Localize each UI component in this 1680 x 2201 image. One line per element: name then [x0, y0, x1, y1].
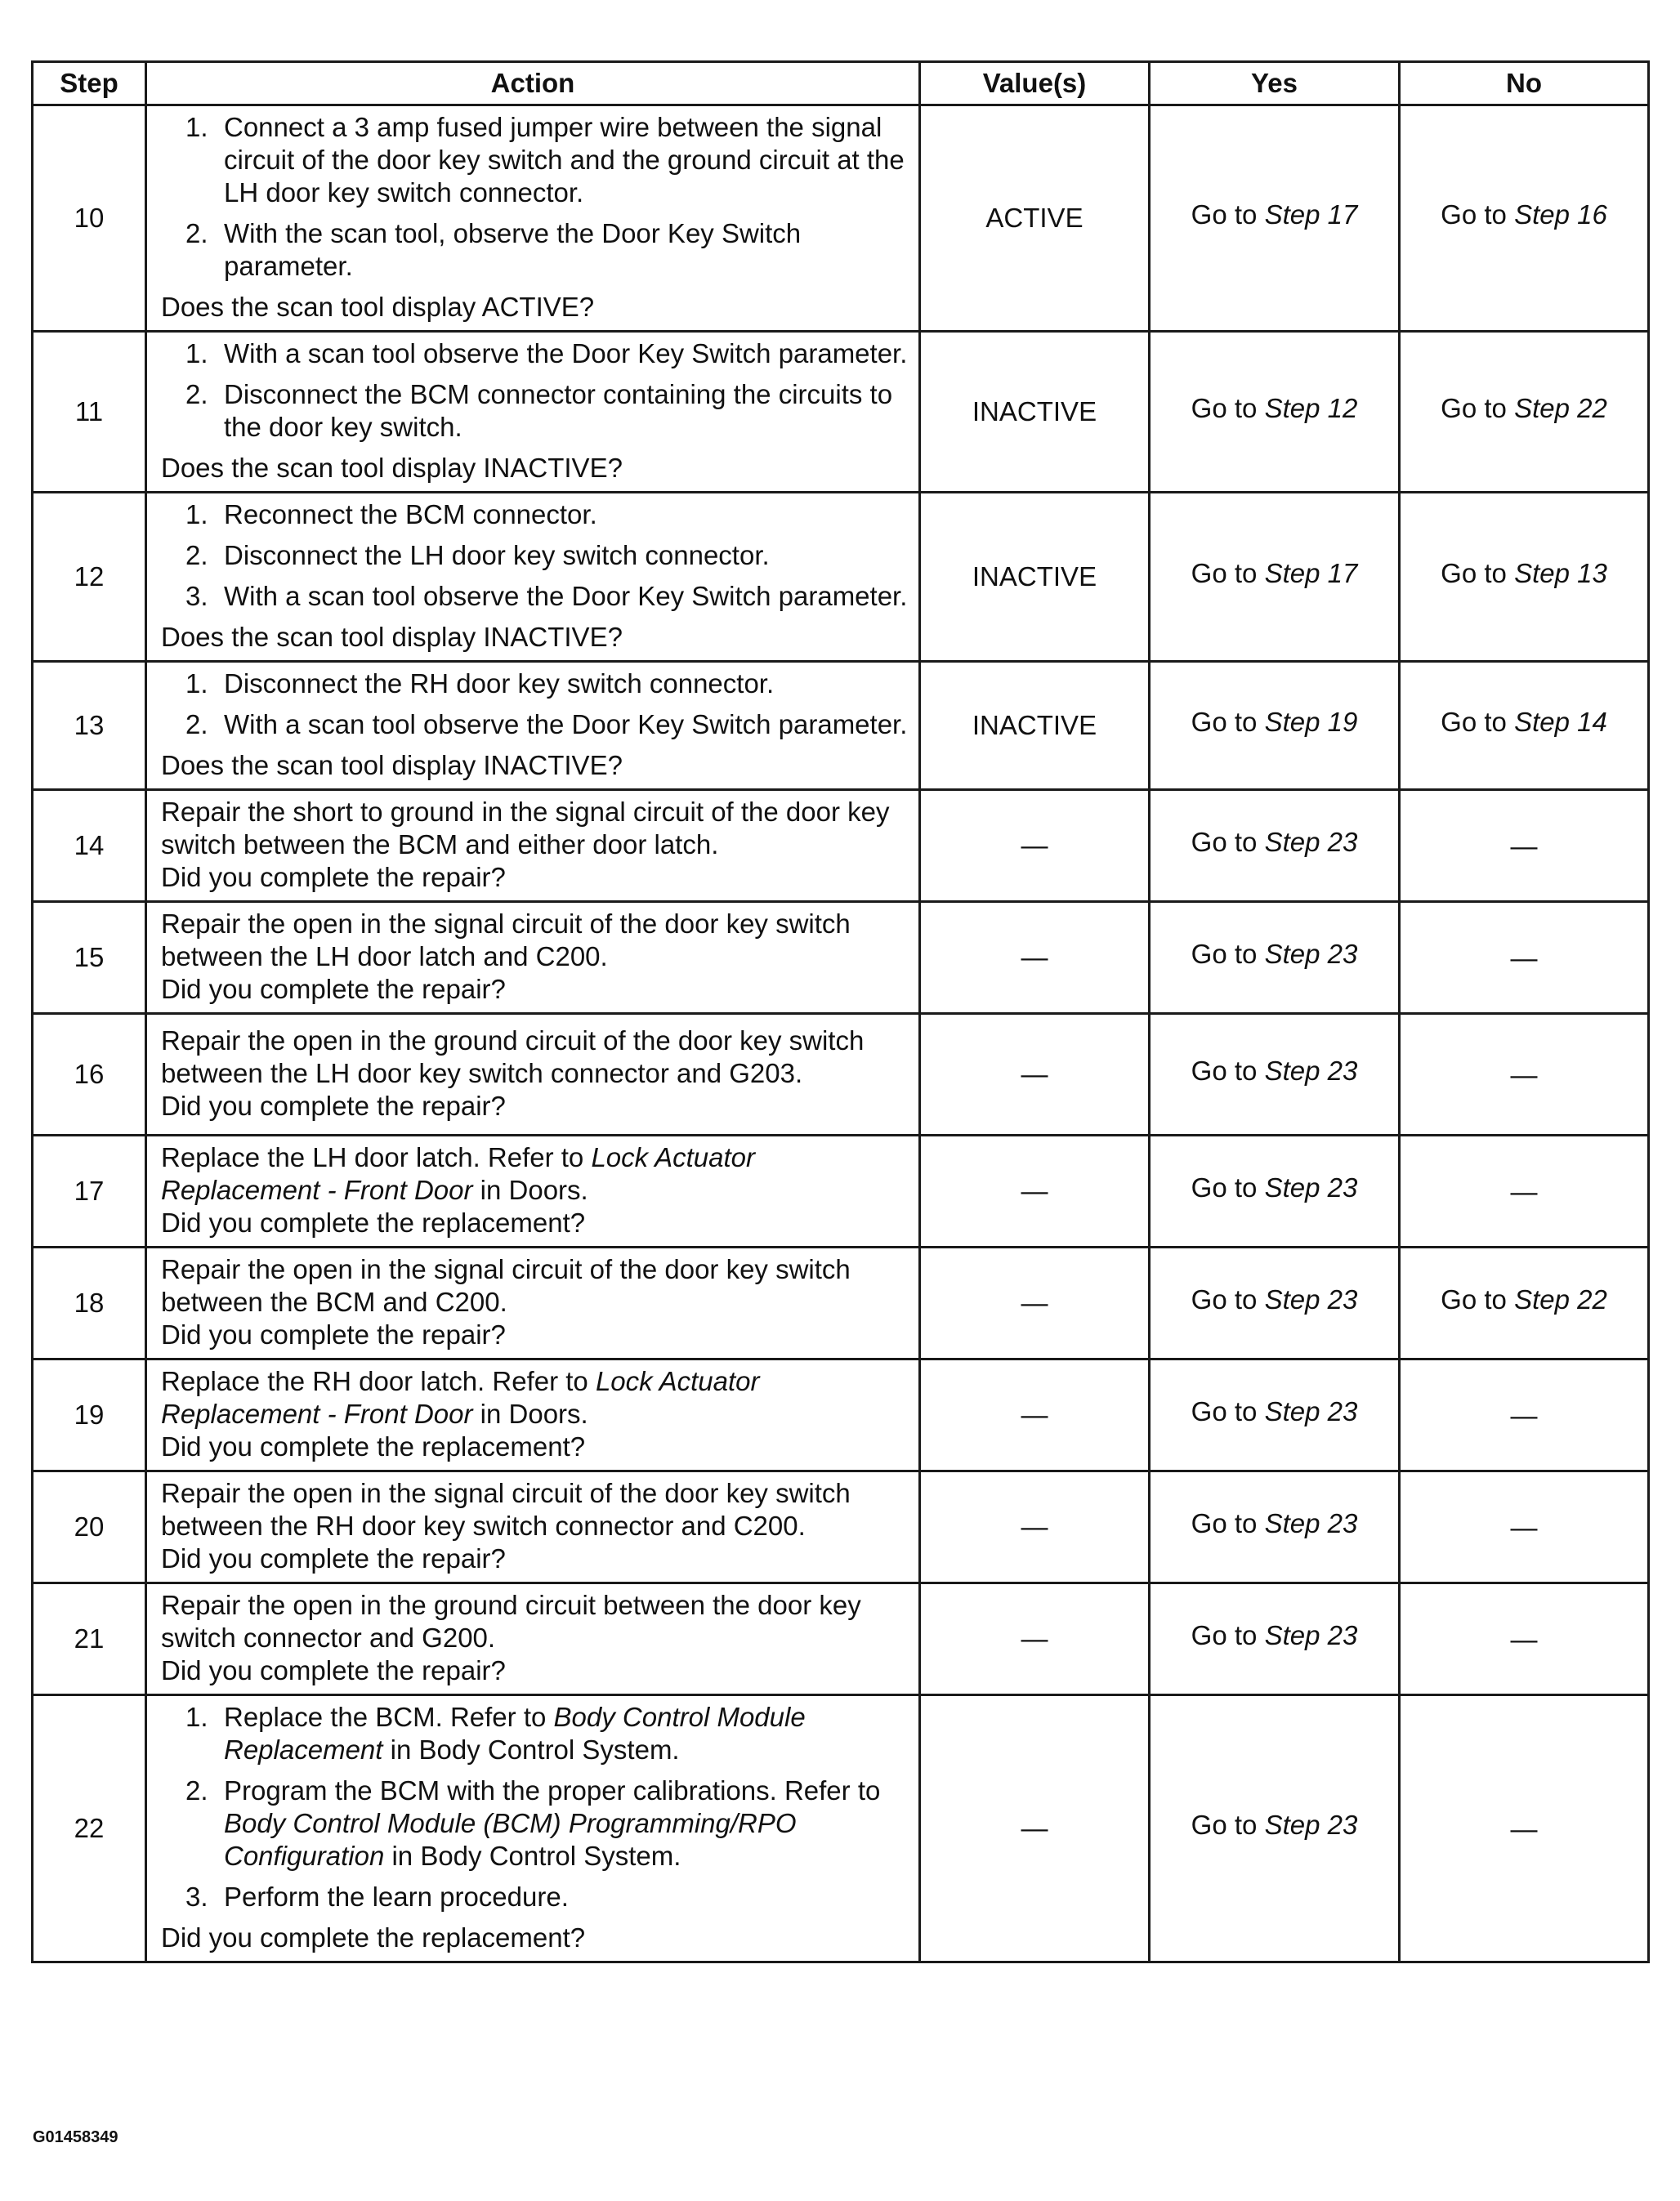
no-cell: [1400, 902, 1649, 1014]
yes-target-step: Step 23: [1264, 1395, 1358, 1426]
yes-target-step: Step 23: [1264, 1809, 1358, 1840]
step-number: 11: [33, 332, 146, 493]
action-question: [161, 1654, 910, 1687]
step-number: 17: [33, 1136, 146, 1248]
action-steps-list: [161, 667, 910, 741]
no-cell: [1400, 332, 1649, 493]
yes-prefix: Go to: [1191, 1507, 1265, 1538]
step-number: 20: [33, 1471, 146, 1583]
yes-cell: [1150, 1136, 1400, 1248]
table-row: [33, 493, 1649, 662]
table-row: [33, 1695, 1649, 1962]
action-step-number: 1.: [185, 112, 208, 142]
header-values: Value(s): [920, 62, 1150, 105]
text-fragment: Does the scan tool display INACTIVE?: [161, 453, 623, 483]
no-cell: [1400, 662, 1649, 790]
yes-cell: [1150, 1248, 1400, 1359]
yes-target-step: Step 17: [1264, 199, 1358, 230]
action-steps-list: [161, 337, 910, 444]
value-cell: INACTIVE: [920, 332, 1150, 493]
action-step-number: 2.: [185, 218, 208, 248]
diagnostic-table: [31, 60, 1650, 1963]
text-fragment: Repair the open in the signal circuit of the door key switch between the RH door key switch connector and C200.: [161, 1478, 851, 1541]
no-prefix: Go to: [1441, 199, 1515, 230]
yes-prefix: Go to: [1191, 1172, 1265, 1203]
text-fragment: Disconnect the LH door key switch connector.: [224, 540, 770, 570]
action-question: [161, 1319, 910, 1351]
action-step-item: [161, 337, 910, 370]
yes-cell: [1150, 1471, 1400, 1583]
yes-prefix: Go to: [1191, 557, 1265, 588]
no-target-step: Step 13: [1514, 557, 1607, 588]
action-step-item: [161, 1701, 910, 1766]
action-cell: [146, 1359, 920, 1471]
step-number: 19: [33, 1359, 146, 1471]
step-number: 13: [33, 662, 146, 790]
yes-prefix: Go to: [1191, 826, 1265, 857]
no-dash: —: [1510, 1400, 1538, 1431]
text-fragment: Did you complete the repair?: [161, 1655, 506, 1685]
text-fragment: Does the scan tool display INACTIVE?: [161, 750, 623, 780]
yes-cell: [1150, 1583, 1400, 1695]
yes-cell: [1150, 332, 1400, 493]
no-cell: [1400, 105, 1649, 332]
step-number: 12: [33, 493, 146, 662]
action-step-number: 2.: [185, 540, 208, 570]
step-number: 15: [33, 902, 146, 1014]
reference-title: Lock Actuator Replacement - Front Door: [161, 1142, 755, 1205]
action-step-item: [161, 1881, 910, 1913]
action-question: [161, 1431, 910, 1463]
yes-target-step: Step 23: [1264, 1619, 1358, 1650]
text-fragment: With a scan tool observe the Door Key Switch parameter.: [224, 709, 908, 739]
action-steps-list: [161, 111, 910, 283]
reference-title: Lock Actuator Replacement - Front Door: [161, 1366, 760, 1429]
no-dash: —: [1510, 1813, 1538, 1844]
text-fragment: in Body Control System.: [384, 1841, 681, 1871]
header-row: [33, 62, 1649, 105]
text-fragment: Perform the learn procedure.: [224, 1882, 569, 1912]
table-row: [33, 332, 1649, 493]
no-cell: [1400, 790, 1649, 902]
action-step-item: [161, 667, 910, 700]
action-question: [161, 1542, 910, 1575]
text-fragment: Disconnect the RH door key switch connector.: [224, 668, 775, 699]
no-cell: [1400, 1359, 1649, 1471]
yes-cell: [1150, 1014, 1400, 1136]
value-cell: —: [920, 1136, 1150, 1248]
yes-prefix: Go to: [1191, 1395, 1265, 1426]
table-row: [33, 1136, 1649, 1248]
no-target-step: Step 22: [1514, 392, 1607, 423]
table-body: [33, 105, 1649, 1962]
table-row: [33, 105, 1649, 332]
action-steps-list: [161, 1701, 910, 1913]
text-fragment: Does the scan tool display INACTIVE?: [161, 622, 623, 652]
yes-target-step: Step 23: [1264, 1284, 1358, 1315]
yes-target-step: Step 23: [1264, 1055, 1358, 1086]
action-text: [161, 1253, 910, 1319]
step-number: 22: [33, 1695, 146, 1962]
no-target-step: Step 16: [1514, 199, 1607, 230]
action-step-item: [161, 111, 910, 209]
value-cell: —: [920, 902, 1150, 1014]
no-dash: —: [1510, 1059, 1538, 1090]
text-fragment: Repair the open in the ground circuit of the door key switch between the LH door key switch connector and G203.: [161, 1025, 865, 1088]
value-cell: —: [920, 1695, 1150, 1962]
action-step-number: 3.: [185, 1882, 208, 1912]
action-cell: [146, 1248, 920, 1359]
no-prefix: Go to: [1441, 557, 1515, 588]
text-fragment: Does the scan tool display ACTIVE?: [161, 292, 595, 322]
action-question: [161, 1207, 910, 1239]
text-fragment: Reconnect the BCM connector.: [224, 499, 597, 529]
yes-cell: [1150, 902, 1400, 1014]
no-target-step: Step 22: [1514, 1284, 1607, 1315]
table-row: [33, 1471, 1649, 1583]
action-text: [161, 1141, 910, 1207]
action-cell: [146, 105, 920, 332]
yes-target-step: Step 23: [1264, 1507, 1358, 1538]
action-question: [161, 1090, 910, 1123]
text-fragment: Repair the open in the signal circuit of the door key switch between the LH door latch and C200.: [161, 909, 851, 971]
text-fragment: Did you complete the replacement?: [161, 1431, 586, 1462]
yes-cell: [1150, 1359, 1400, 1471]
reference-title: Body Control Module (BCM) Programming/RPO Configuration: [224, 1808, 797, 1871]
yes-target-step: Step 12: [1264, 392, 1358, 423]
action-question: [161, 973, 910, 1006]
text-fragment: Did you complete the replacement?: [161, 1922, 586, 1953]
action-question: [161, 749, 910, 782]
action-step-number: 1.: [185, 668, 208, 699]
no-cell: [1400, 1695, 1649, 1962]
text-fragment: Did you complete the replacement?: [161, 1208, 586, 1238]
text-fragment: Replace the RH door latch. Refer to: [161, 1366, 596, 1396]
no-dash: —: [1510, 1176, 1538, 1207]
text-fragment: Replace the BCM. Refer to: [224, 1702, 554, 1732]
value-cell: —: [920, 1014, 1150, 1136]
action-text: [161, 908, 910, 973]
yes-prefix: Go to: [1191, 938, 1265, 969]
no-dash: —: [1510, 1511, 1538, 1542]
action-step-item: [161, 378, 910, 444]
table-row: [33, 902, 1649, 1014]
action-question: [161, 621, 910, 654]
action-step-number: 1.: [185, 338, 208, 368]
step-number: 18: [33, 1248, 146, 1359]
no-cell: [1400, 1471, 1649, 1583]
yes-target-step: Step 17: [1264, 557, 1358, 588]
value-cell: —: [920, 1471, 1150, 1583]
header-action: Action: [146, 62, 920, 105]
yes-prefix: Go to: [1191, 1055, 1265, 1086]
header-yes: Yes: [1150, 62, 1400, 105]
step-number: 14: [33, 790, 146, 902]
action-cell: [146, 1014, 920, 1136]
yes-prefix: Go to: [1191, 1284, 1265, 1315]
value-cell: —: [920, 1248, 1150, 1359]
action-steps-list: [161, 498, 910, 613]
value-cell: INACTIVE: [920, 662, 1150, 790]
action-cell: [146, 1136, 920, 1248]
text-fragment: Did you complete the repair?: [161, 1091, 506, 1121]
reference-title: Body Control Module Replacement: [224, 1702, 806, 1765]
yes-cell: [1150, 662, 1400, 790]
action-step-item: [161, 708, 910, 741]
yes-cell: [1150, 105, 1400, 332]
yes-cell: [1150, 790, 1400, 902]
action-question: [161, 291, 910, 324]
action-cell: [146, 902, 920, 1014]
action-step-item: [161, 539, 910, 572]
no-cell: [1400, 1583, 1649, 1695]
action-step-number: 1.: [185, 499, 208, 529]
text-fragment: Program the BCM with the proper calibrations. Refer to: [224, 1775, 881, 1806]
no-cell: [1400, 1014, 1649, 1136]
value-cell: —: [920, 790, 1150, 902]
yes-target-step: Step 23: [1264, 1172, 1358, 1203]
table-row: [33, 1014, 1649, 1136]
figure-id: G01458349: [33, 2128, 118, 2146]
yes-prefix: Go to: [1191, 706, 1265, 737]
text-fragment: With the scan tool, observe the Door Key Switch parameter.: [224, 218, 802, 281]
no-cell: [1400, 1248, 1649, 1359]
text-fragment: Did you complete the repair?: [161, 974, 506, 1004]
text-fragment: With a scan tool observe the Door Key Switch parameter.: [224, 338, 908, 368]
yes-target-step: Step 23: [1264, 826, 1358, 857]
action-step-item: [161, 1775, 910, 1873]
yes-prefix: Go to: [1191, 199, 1265, 230]
no-prefix: Go to: [1441, 706, 1515, 737]
action-text: [161, 1025, 910, 1090]
yes-prefix: Go to: [1191, 392, 1265, 423]
no-prefix: Go to: [1441, 1284, 1515, 1315]
action-text: [161, 1477, 910, 1542]
action-question: [161, 861, 910, 894]
action-step-item: [161, 498, 910, 531]
value-cell: ACTIVE: [920, 105, 1150, 332]
table-row: [33, 1248, 1649, 1359]
action-text: [161, 796, 910, 861]
action-step-number: 2.: [185, 1775, 208, 1806]
no-dash: —: [1510, 942, 1538, 973]
action-step-number: 2.: [185, 709, 208, 739]
text-fragment: Replace the LH door latch. Refer to: [161, 1142, 592, 1172]
value-cell: INACTIVE: [920, 493, 1150, 662]
text-fragment: in Body Control System.: [382, 1734, 680, 1765]
text-fragment: Connect a 3 amp fused jumper wire between the signal circuit of the door key switch and the ground circuit at the LH door key switch connector.: [224, 112, 905, 208]
no-cell: [1400, 1136, 1649, 1248]
value-cell: —: [920, 1583, 1150, 1695]
action-cell: [146, 332, 920, 493]
text-fragment: in Doors.: [472, 1175, 588, 1205]
no-prefix: Go to: [1441, 392, 1515, 423]
header-no: No: [1400, 62, 1649, 105]
step-number: 21: [33, 1583, 146, 1695]
header-step: Step: [33, 62, 146, 105]
table-row: [33, 662, 1649, 790]
step-number: 16: [33, 1014, 146, 1136]
table-row: [33, 1583, 1649, 1695]
step-number: 10: [33, 105, 146, 332]
action-cell: [146, 662, 920, 790]
action-cell: [146, 493, 920, 662]
action-step-number: 3.: [185, 581, 208, 611]
action-step-item: [161, 580, 910, 613]
yes-cell: [1150, 493, 1400, 662]
table-row: [33, 1359, 1649, 1471]
yes-target-step: Step 23: [1264, 938, 1358, 969]
value-cell: —: [920, 1359, 1150, 1471]
action-text: [161, 1365, 910, 1431]
action-cell: [146, 1695, 920, 1962]
action-cell: [146, 1471, 920, 1583]
text-fragment: in Doors.: [472, 1399, 588, 1429]
no-dash: —: [1510, 1623, 1538, 1654]
no-target-step: Step 14: [1514, 706, 1607, 737]
table-row: [33, 790, 1649, 902]
action-question: [161, 1922, 910, 1954]
action-step-number: 1.: [185, 1702, 208, 1732]
no-dash: —: [1510, 830, 1538, 861]
text-fragment: Repair the open in the signal circuit of the door key switch between the BCM and C200.: [161, 1254, 851, 1317]
action-text: [161, 1589, 910, 1654]
text-fragment: Repair the open in the ground circuit between the door key switch connector and G200.: [161, 1590, 861, 1653]
yes-target-step: Step 19: [1264, 706, 1358, 737]
action-step-number: 2.: [185, 379, 208, 409]
action-cell: [146, 790, 920, 902]
text-fragment: With a scan tool observe the Door Key Switch parameter.: [224, 581, 908, 611]
action-step-item: [161, 217, 910, 283]
text-fragment: Did you complete the repair?: [161, 862, 506, 892]
action-question: [161, 452, 910, 484]
action-cell: [146, 1583, 920, 1695]
yes-prefix: Go to: [1191, 1619, 1265, 1650]
text-fragment: Did you complete the repair?: [161, 1319, 506, 1350]
no-cell: [1400, 493, 1649, 662]
text-fragment: Disconnect the BCM connector containing the circuits to the door key switch.: [224, 379, 893, 442]
text-fragment: Did you complete the repair?: [161, 1543, 506, 1574]
yes-cell: [1150, 1695, 1400, 1962]
text-fragment: Repair the short to ground in the signal circuit of the door key switch between the BCM and either door latch.: [161, 797, 890, 859]
yes-prefix: Go to: [1191, 1809, 1265, 1840]
